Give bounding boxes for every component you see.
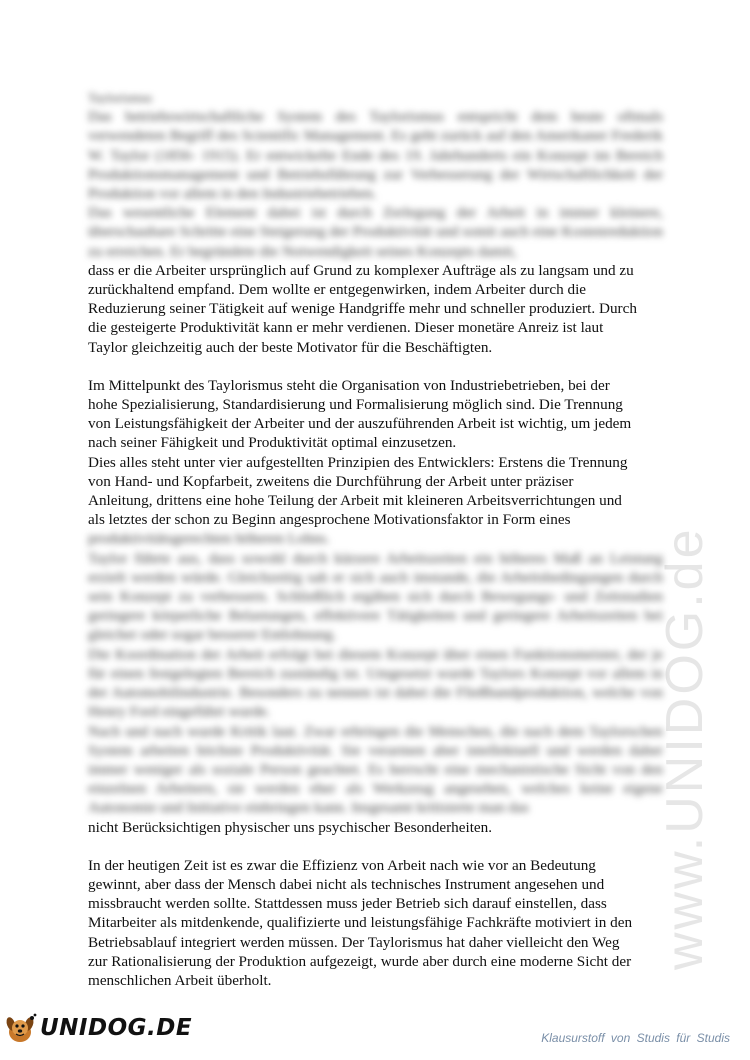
paragraph-2-blurred: Das wesentliche Element dabei ist durch Zerlegung der Arbeit in immer kleinere, überschaubare Schritte eine Steigerung der Produktivität und somit auch eine Kostenreduktion zu erreichen. Er begründete die Notwendigkeit seines Konzepts damit, bbox=[88, 204, 663, 260]
text-line: zur Rationalisierung der Produktion aufgezeigt, wurde aber durch eine moderne Sicht der bbox=[88, 952, 632, 970]
paragraph-5-blurred: Taylor führte aus, dass sowohl durch kürzere Arbeitszeiten ein höheres Maß an Leistung erzielt werden würde. Gleichzeitig sah er sich auch imstande, die Arbeitsbedingungen durch sein Konzept zu verbessern. Schließlich ergäben sich durch Bewegungs- und Zeitstudien geringere körperliche Belastungen, effektivere Tätigkeiten und geringere Arbeitszeiten bei gleicher oder sogar besserer Entlohnung. bbox=[88, 549, 663, 644]
text-line: Im Mittelpunkt des Taylorismus steht die Organisation von Industriebetrieben, bei der bbox=[88, 376, 610, 394]
text-line: von Hand- und Kopfarbeit, zweitens die Durchführung der Arbeit unter präziser bbox=[88, 472, 574, 490]
text-line: Reduzierung seiner Tätigkeit auf wenige Handgriffe mehr und schneller produziert. Durch bbox=[88, 300, 637, 318]
unidog-logo[interactable] bbox=[2, 1010, 192, 1046]
document-title: Taylorismus bbox=[88, 90, 153, 105]
paragraph-4-blurred: produktivitätsgerechten höheren Lohns. bbox=[88, 530, 330, 548]
text-line: von Leistungsfähigkeit der Arbeiter und der auszuführenden Arbeit ist wichtig, um jedem bbox=[88, 415, 632, 433]
logo-text: UNIDOG.DE bbox=[40, 1015, 193, 1041]
text-line: hohe Spezialisierung, Standardisierung und Formalisierung möglich sind. Die Trennung bbox=[88, 396, 623, 414]
document-body bbox=[88, 88, 663, 990]
text-line: menschlichen Arbeit überholt. bbox=[88, 971, 272, 989]
text-line: gewinnt, aber dass der Mensch dabei nicht als technisches Instrument angesehen und bbox=[88, 875, 605, 893]
text-line: Anleitung, drittens eine hohe Teilung der Arbeit mit kleineren Arbeitsverrichtungen und bbox=[88, 492, 622, 510]
paragraph-7-last-line: nicht Berücksichtigen physischer uns psychischer Besonderheiten. bbox=[88, 818, 493, 836]
text-line: Betriebsablauf integriert werden müssen. Der Taylorismus hat daher vielleicht den Weg bbox=[88, 933, 620, 951]
paragraph-1-blurred: Das betriebswirtschaftliche System des Taylorismus entspricht dem heute oftmals verwendeten Begriff des Scientific Management. Es geht zurück auf den Amerikaner Frederik W. Taylor (1856- 1915). Er entwickelte Ende des 19. Jahrhunderts ein Konzept im Bereich Produktionsmanagement und Betriebsführung zur Verbesserung der Wirtschaftlichkeit der Produktion vor allem in den Industriebetrieben. bbox=[88, 108, 663, 203]
footer-slogan: Klausurstoff von Studis für Studis bbox=[541, 1031, 730, 1045]
text-line: dass er die Arbeiter ursprünglich auf Grund zu komplexer Aufträge als zu langsam und zu bbox=[88, 261, 634, 279]
text-line: die gesteigerte Produktivität kann er mehr verdienen. Dieser monetäre Anreiz ist laut bbox=[88, 319, 604, 337]
paragraph-2-visible bbox=[88, 261, 663, 357]
paragraph-3 bbox=[88, 376, 663, 453]
text-line: Taylor gleichzeitig auch der beste Motivator für die Beschäftigten. bbox=[88, 338, 493, 356]
text-line: Dies alles steht unter vier aufgestellten Prinzipien des Entwicklers: Erstens die Trennung bbox=[88, 453, 628, 471]
paragraph-8 bbox=[88, 856, 663, 990]
text-line: In der heutigen Zeit ist es zwar die Effizienz von Arbeit nach wie vor an Bedeutung bbox=[88, 856, 596, 874]
text-line: Mitarbeiter als mitdenkende, qualifizierte und leistungsfähige Fachkräfte motiviert in den bbox=[88, 914, 633, 932]
text-line: nach seiner Fähigkeit und Produktivität optimal einzusetzen. bbox=[88, 434, 457, 452]
text-line: zurückhaltend empfand. Dem wollte er entgegenwirken, indem Arbeiter durch die bbox=[88, 281, 587, 299]
paragraph-7-blurred: Nach und nach wurde Kritik laut. Zwar erbringen die Menschen, die nach dem Taylorschen System arbeiten höchste Produktivität. Sie verarmen aber intellektuell und werden daher immer weniger als soziale Person geachtet. Es herrscht eine mechanistische Sicht von den einzelnen Arbeitern, sie werden eher als Werkzeug angesehen, welches keine eigene Autonomie und Initiative einbringen kann. Insgesamt kritisierte man das bbox=[88, 722, 663, 817]
paragraph-6-blurred: Die Koordination der Arbeit erfolgt bei diesem Konzept über einen Funktionsmeister, der je für einen festgelegten Bereich zuständig ist. Umgesetzt wurde Taylors Konzept vor allem in der Automobilindustrie. Besonders zu nennen ist dabei die Fließbandproduktion, welche von Henry Ford eingeführt wurde. bbox=[88, 645, 663, 721]
text-line: als letztes der schon zu Beginn angesprochene Motivationsfaktor in Form eines bbox=[88, 511, 571, 529]
paragraph-4 bbox=[88, 453, 663, 530]
text-line: missbraucht werden sollte. Stattdessen muss jeder Betrieb sich darauf einstellen, dass bbox=[88, 895, 607, 913]
dog-mascot-icon bbox=[2, 1010, 38, 1046]
watermark: www.UNIDOG.de bbox=[656, 526, 714, 970]
